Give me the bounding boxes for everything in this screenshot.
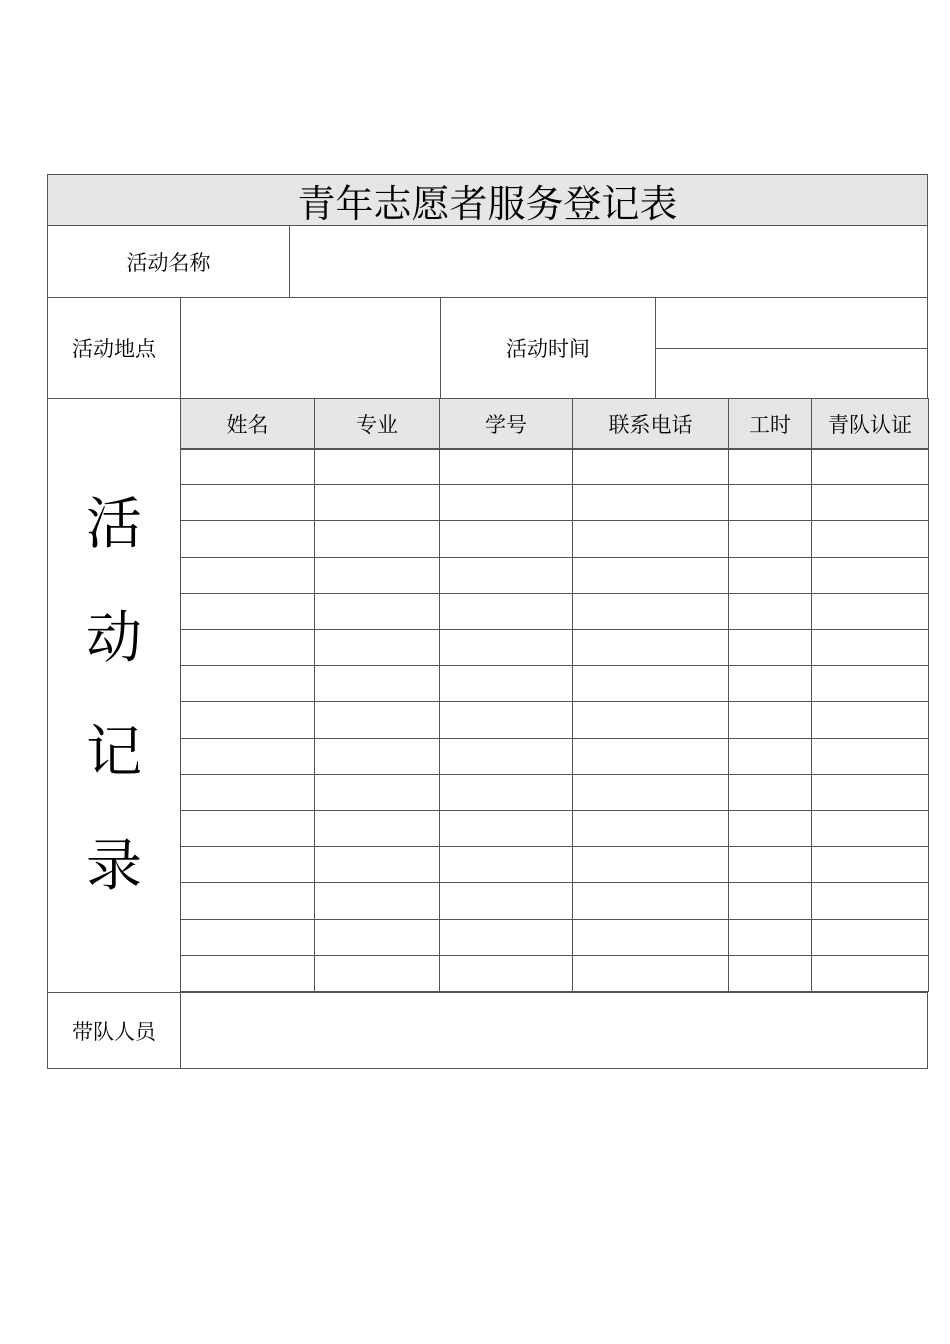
- table-cell-work-hours[interactable]: [728, 484, 812, 521]
- table-cell-student-id[interactable]: [439, 774, 573, 811]
- table-cell-team-certification[interactable]: [811, 882, 929, 920]
- record-label-char: 动: [86, 605, 142, 671]
- table-cell-student-id[interactable]: [439, 882, 573, 920]
- table-cell-phone[interactable]: [572, 846, 729, 883]
- table-cell-major[interactable]: [314, 955, 440, 992]
- table-cell-name[interactable]: [180, 701, 315, 739]
- record-label-char: 录: [86, 833, 142, 899]
- table-cell-team-certification[interactable]: [811, 448, 929, 485]
- table-cell-name[interactable]: [180, 557, 315, 594]
- table-cell-work-hours[interactable]: [728, 774, 812, 811]
- table-cell-student-id[interactable]: [439, 448, 573, 485]
- column-header-major: 专业: [314, 398, 440, 450]
- record-label-char: 记: [86, 719, 142, 785]
- table-cell-team-certification[interactable]: [811, 665, 929, 702]
- table-cell-team-certification[interactable]: [811, 774, 929, 811]
- table-cell-student-id[interactable]: [439, 520, 573, 558]
- column-header-team-certification: 青队认证: [811, 398, 929, 450]
- table-cell-phone[interactable]: [572, 629, 729, 666]
- table-cell-team-certification[interactable]: [811, 738, 929, 775]
- column-header-name: 姓名: [180, 398, 315, 450]
- column-header-phone: 联系电话: [572, 398, 729, 450]
- table-cell-work-hours[interactable]: [728, 738, 812, 775]
- table-cell-work-hours[interactable]: [728, 810, 812, 847]
- table-cell-name[interactable]: [180, 484, 315, 521]
- table-cell-student-id[interactable]: [439, 738, 573, 775]
- record-label-char: 活: [86, 491, 142, 557]
- table-cell-major[interactable]: [314, 810, 440, 847]
- activity-name-field[interactable]: [289, 225, 928, 298]
- table-cell-phone[interactable]: [572, 448, 729, 485]
- table-cell-major[interactable]: [314, 774, 440, 811]
- table-cell-phone[interactable]: [572, 882, 729, 920]
- table-cell-phone[interactable]: [572, 665, 729, 702]
- table-cell-name[interactable]: [180, 629, 315, 666]
- activity-time-label: 活动时间: [440, 297, 656, 399]
- column-header-student-id: 学号: [439, 398, 573, 450]
- table-cell-major[interactable]: [314, 629, 440, 666]
- table-cell-name[interactable]: [180, 846, 315, 883]
- table-cell-work-hours[interactable]: [728, 701, 812, 739]
- table-cell-phone[interactable]: [572, 955, 729, 992]
- table-cell-major[interactable]: [314, 846, 440, 883]
- table-cell-name[interactable]: [180, 593, 315, 630]
- column-header-work-hours: 工时: [728, 398, 812, 450]
- table-cell-team-certification[interactable]: [811, 484, 929, 521]
- table-cell-major[interactable]: [314, 882, 440, 920]
- table-cell-student-id[interactable]: [439, 629, 573, 666]
- table-cell-phone[interactable]: [572, 484, 729, 521]
- table-cell-team-certification[interactable]: [811, 701, 929, 739]
- table-cell-name[interactable]: [180, 665, 315, 702]
- table-cell-phone[interactable]: [572, 810, 729, 847]
- activity-time-field-2[interactable]: [655, 348, 928, 399]
- table-cell-work-hours[interactable]: [728, 919, 812, 956]
- table-cell-team-certification[interactable]: [811, 919, 929, 956]
- table-cell-name[interactable]: [180, 774, 315, 811]
- activity-time-field-1[interactable]: [655, 297, 928, 349]
- table-cell-team-certification[interactable]: [811, 846, 929, 883]
- table-cell-major[interactable]: [314, 919, 440, 956]
- table-cell-team-certification[interactable]: [811, 593, 929, 630]
- table-cell-work-hours[interactable]: [728, 593, 812, 630]
- table-cell-phone[interactable]: [572, 520, 729, 558]
- table-cell-major[interactable]: [314, 520, 440, 558]
- table-cell-team-certification[interactable]: [811, 557, 929, 594]
- table-cell-team-certification[interactable]: [811, 520, 929, 558]
- table-cell-student-id[interactable]: [439, 810, 573, 847]
- table-cell-work-hours[interactable]: [728, 882, 812, 920]
- team-leader-field[interactable]: [180, 992, 928, 1069]
- table-cell-work-hours[interactable]: [728, 846, 812, 883]
- table-cell-phone[interactable]: [572, 593, 729, 630]
- table-cell-student-id[interactable]: [439, 701, 573, 739]
- table-cell-student-id[interactable]: [439, 593, 573, 630]
- table-cell-phone[interactable]: [572, 919, 729, 956]
- table-cell-name[interactable]: [180, 919, 315, 956]
- table-cell-name[interactable]: [180, 738, 315, 775]
- form-title: 青年志愿者服务登记表: [47, 174, 928, 226]
- table-cell-work-hours[interactable]: [728, 629, 812, 666]
- table-cell-major[interactable]: [314, 701, 440, 739]
- team-leader-label: 带队人员: [47, 992, 181, 1069]
- table-cell-team-certification[interactable]: [811, 629, 929, 666]
- table-cell-name[interactable]: [180, 882, 315, 920]
- table-cell-name[interactable]: [180, 520, 315, 558]
- table-cell-student-id[interactable]: [439, 955, 573, 992]
- table-cell-team-certification[interactable]: [811, 955, 929, 992]
- table-cell-name[interactable]: [180, 810, 315, 847]
- table-cell-work-hours[interactable]: [728, 448, 812, 485]
- table-cell-student-id[interactable]: [439, 557, 573, 594]
- activity-name-label: 活动名称: [47, 225, 290, 298]
- table-cell-phone[interactable]: [572, 774, 729, 811]
- activity-record-label: [47, 398, 181, 993]
- table-cell-name[interactable]: [180, 955, 315, 992]
- activity-place-field[interactable]: [180, 297, 441, 399]
- table-cell-team-certification[interactable]: [811, 810, 929, 847]
- table-cell-major[interactable]: [314, 665, 440, 702]
- table-cell-name[interactable]: [180, 448, 315, 485]
- table-cell-work-hours[interactable]: [728, 955, 812, 992]
- table-cell-student-id[interactable]: [439, 665, 573, 702]
- table-cell-major[interactable]: [314, 738, 440, 775]
- volunteer-registration-form: [47, 174, 928, 1069]
- activity-place-label: 活动地点: [47, 297, 181, 399]
- table-cell-work-hours[interactable]: [728, 557, 812, 594]
- table-cell-phone[interactable]: [572, 701, 729, 739]
- table-cell-phone[interactable]: [572, 738, 729, 775]
- table-cell-major[interactable]: [314, 448, 440, 485]
- table-cell-student-id[interactable]: [439, 919, 573, 956]
- table-cell-student-id[interactable]: [439, 846, 573, 883]
- table-cell-work-hours[interactable]: [728, 665, 812, 702]
- table-cell-major[interactable]: [314, 593, 440, 630]
- table-cell-phone[interactable]: [572, 557, 729, 594]
- table-cell-major[interactable]: [314, 557, 440, 594]
- table-cell-student-id[interactable]: [439, 484, 573, 521]
- table-cell-work-hours[interactable]: [728, 520, 812, 558]
- table-cell-major[interactable]: [314, 484, 440, 521]
